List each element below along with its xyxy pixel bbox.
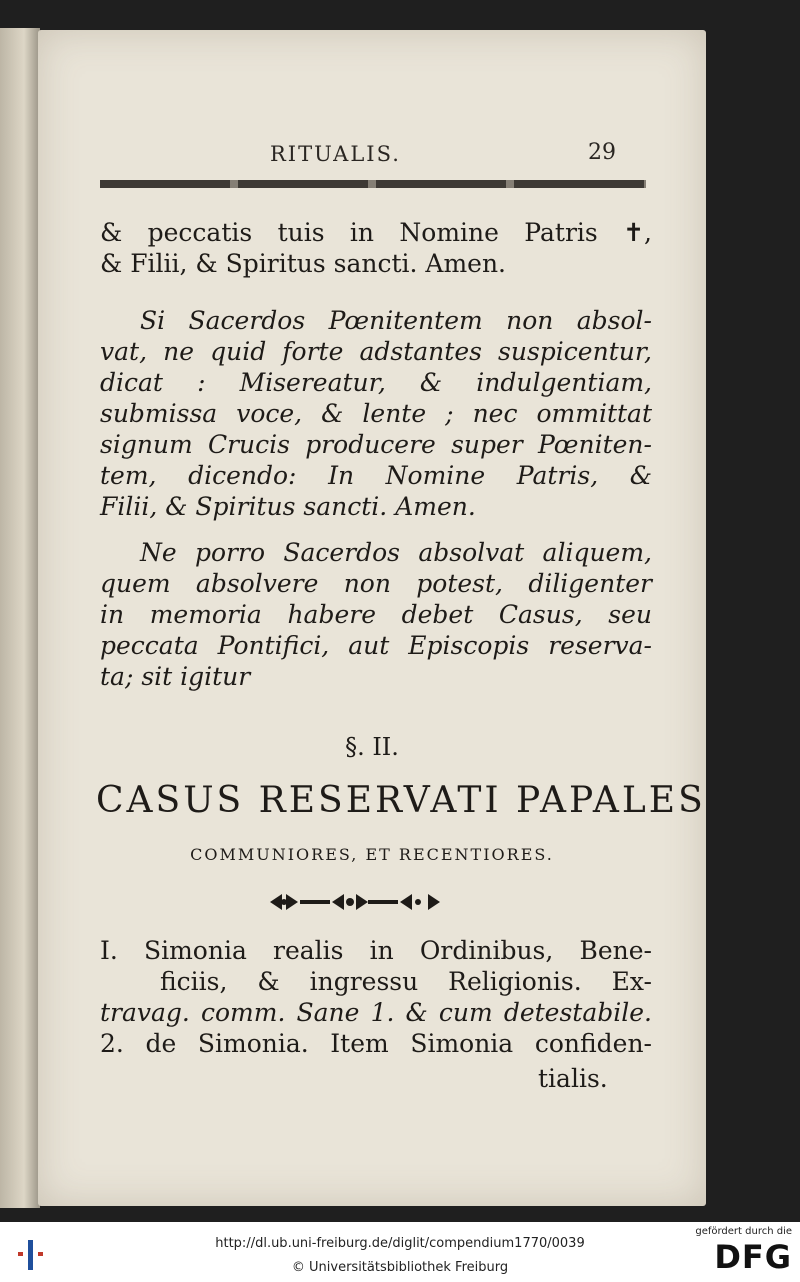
text-line: signum Crucis producere super Pœniten- <box>100 430 652 459</box>
paragraph-2 <box>100 305 652 522</box>
page-header <box>38 142 706 172</box>
dfg-logo: DFG <box>714 1238 792 1276</box>
text-line: ficiis, & ingressu Religionis. Ex- <box>160 967 652 996</box>
text-line: vat, ne quid forte adstantes suspicentur, <box>100 337 652 366</box>
text-line: Si Sacerdos Pœnitentem non absol- <box>140 306 652 335</box>
catchword: tialis. <box>538 1064 608 1093</box>
text-line: Ne porro Sacerdos absolvat aliquem, <box>140 538 652 567</box>
text-line: dicat : Misereatur, & indulgentiam, <box>100 368 652 397</box>
section-subheading: COMMUNIORES, ET RECENTIORES. <box>190 845 554 864</box>
text-line: Filii, & Spiritus sancti. Amen. <box>100 492 476 521</box>
text-line: submissa voce, & lente ; nec ommittat <box>100 399 652 428</box>
paragraph-1 <box>100 217 652 279</box>
text-line: tem, dicendo: In Nomine Patris, & <box>100 461 652 490</box>
text-line: ta; sit igitur <box>100 662 251 691</box>
paragraph-3 <box>100 537 652 692</box>
text-line: I. Simonia realis in Ordinibus, Bene- <box>100 936 652 965</box>
section-heading: CASUS RESERVATI PAPALES <box>96 780 706 821</box>
paragraph-4 <box>100 935 652 1059</box>
permalink-url[interactable]: http://dl.ub.uni-freiburg.de/diglit/compendium1770/0039 <box>215 1236 585 1251</box>
facing-page-edge <box>0 28 40 1208</box>
text-line: & peccatis tuis in Nomine Patris ✝, <box>100 218 652 247</box>
section-number: §. II. <box>345 733 399 761</box>
text-line: & Filii, & Spiritus sancti. Amen. <box>100 249 506 278</box>
ornament-divider <box>268 890 443 914</box>
text-line: quem absolvere non potest, diligenter <box>100 569 652 598</box>
text-line: 2. de Simonia. Item Simonia confiden- <box>100 1029 652 1058</box>
running-head: RITUALIS. <box>270 142 401 166</box>
header-rule <box>100 180 646 188</box>
text-line: in memoria habere debet Casus, seu <box>100 600 652 629</box>
funder-note: gefördert durch die <box>695 1226 792 1237</box>
page-number: 29 <box>588 140 616 165</box>
book-page <box>38 30 706 1206</box>
text-line: peccata Pontifici, aut Episcopis reserva- <box>100 631 652 660</box>
text-line: travag. comm. Sane 1. & cum detestabile. <box>100 998 652 1027</box>
viewer-footer <box>0 1222 800 1282</box>
copyright-notice: © Universitätsbibliothek Freiburg <box>291 1260 509 1275</box>
